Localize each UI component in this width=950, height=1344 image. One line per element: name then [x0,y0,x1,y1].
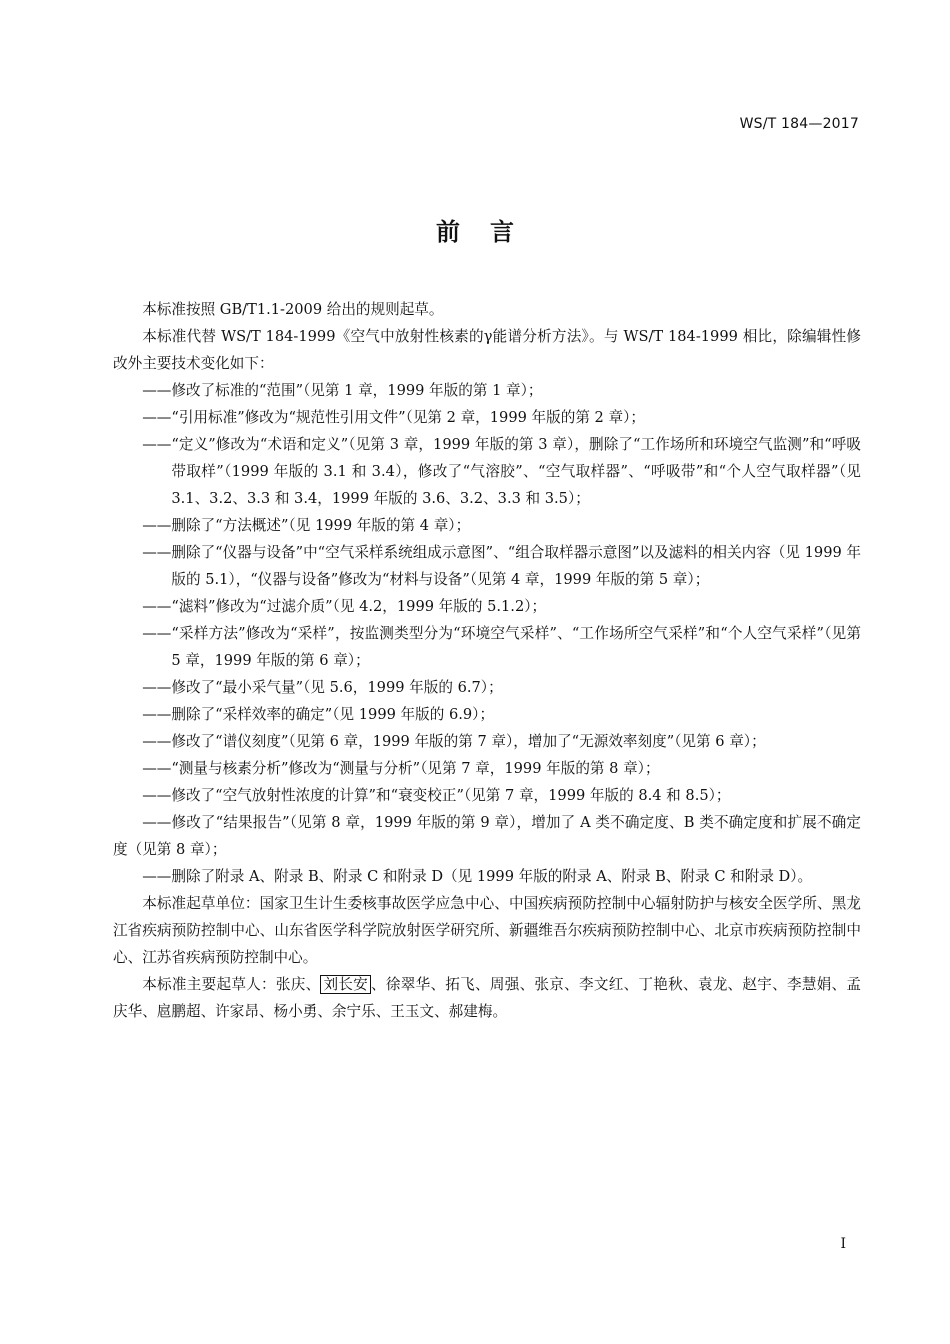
change-item-text: 删除了“方法概述”（见 1999 年版的第 4 章）； [171,517,471,534]
change-item [113,782,861,809]
change-item [113,593,861,620]
intro-paragraph: 本标准按照 GB/T1.1-2009 给出的规则起草。 [142,301,444,318]
change-item [113,863,861,890]
change-item [113,539,861,593]
page-number: I [840,1236,846,1252]
drafters-rest: 、徐翠华、拓飞、周强、张京、李文红、丁艳秋、袁龙、赵宇、李慧娟、孟庆华、扈鹏超、许家昂、杨小勇、余宁乐、王玉文、郝建梅。 [113,976,861,1020]
change-item-text: “引用标准”修改为“规范性引用文件”（见第 2 章，1999 年版的第 2 章）； [171,409,645,426]
item-dash: —— [142,733,172,750]
item-dash: —— [142,517,172,534]
change-item [113,404,861,431]
intro-paragraph: 本标准代替 WS/T 184-1999《空气中放射性核素的γ能谱分析方法》。与 WS/T 184-1999 相比，除编辑性修改外主要技术变化如下： [113,328,861,372]
change-item-text: “采样方法”修改为“采样”，按监测类型分为“环境空气采样”、“工作场所空气采样”和“个人空气采样”（见第 5 章，1999 年版的第 6 章）； [171,625,861,669]
change-item-text: 修改了“最小采气量”（见 5.6，1999 年版的 6.7）； [171,679,503,696]
item-dash: —— [142,868,172,885]
foreword-body [113,296,861,1025]
item-dash: —— [142,814,172,831]
page-title: 前言 [436,218,544,246]
change-item-text: 修改了“空气放射性浓度的计算”和“衰变校正”（见第 7 章，1999 年版的 8.4 和 8.5）； [171,787,731,804]
standard-code: WS/T 184—2017 [739,116,859,132]
change-item [113,674,861,701]
change-item-text: 删除了“采样效率的确定”（见 1999 年版的 6.9）； [171,706,495,723]
change-item [113,620,861,674]
change-item-text: “滤料”修改为“过滤介质”（见 4.2，1999 年版的 5.1.2）； [171,598,547,615]
item-dash: —— [142,544,172,561]
drafting-units-paragraph: 本标准起草单位：国家卫生计生委核事故医学应急中心、中国疾病预防控制中心辐射防护与核安全医学所、黑龙江省疾病预防控制中心、山东省医学科学院放射医学研究所、新疆维吾尔疾病预防控制中心、北京市疾病预防控制中心、江苏省疾病预防控制中心。 [113,895,861,966]
change-item-text: 修改了“谱仪刻度”（见第 6 章，1999 年版的第 7 章），增加了“无源效率刻度”（见第 6 章）； [171,733,766,750]
change-item [113,431,861,512]
change-item-text: “定义”修改为“术语和定义”（见第 3 章，1999 年版的第 3 章），删除了“工作场所和环境空气监测”和“呼吸带取样”（1999 年版的 3.1 和 3.4），修改了“气溶胶”、“空气取样器”、“呼吸带”和“个人空气取样器”（见 3.1、3.2、3.3 和 3.4，1999 年版的 3.6、3.2、3.3 和 3.5）； [171,436,861,507]
change-item [113,512,861,539]
item-dash: —— [142,382,172,399]
change-item [113,728,861,755]
change-item [113,809,861,863]
item-dash: —— [142,598,172,615]
drafters-paragraph [113,971,861,1025]
item-dash: —— [142,706,172,723]
change-item-text: 删除了“仪器与设备”中“空气采样系统组成示意图”、“组合取样器示意图”以及滤料的相关内容（见 1999 年版的 5.1），“仪器与设备”修改为“材料与设备”（见第 4 章，1999 年版的第 5 章）； [171,544,861,588]
change-item [113,377,861,404]
item-dash: —— [142,436,172,453]
change-item [113,755,861,782]
change-item-text: “测量与核素分析”修改为“测量与分析”（见第 7 章，1999 年版的第 8 章）； [171,760,660,777]
item-dash: —— [142,409,172,426]
highlighted-name: 刘长安 [320,975,371,994]
item-dash: —— [142,787,172,804]
drafters-prefix: 本标准主要起草人：张庆、 [142,976,321,993]
change-item-text: 删除了附录 A、附录 B、附录 C 和附录 D（见 1999 年版的附录 A、附录 B、附录 C 和附录 D）。 [171,868,813,885]
item-dash: —— [142,625,172,642]
item-dash: —— [142,760,172,777]
change-item-text: 修改了“结果报告”（见第 8 章，1999 年版的第 9 章），增加了 A 类不确定度、B 类不确定度和扩展不确定度（见第 8 章）； [113,814,861,858]
change-item-text: 修改了标准的“范围”（见第 1 章，1999 年版的第 1 章）； [171,382,543,399]
change-item [113,701,861,728]
item-dash: —— [142,679,172,696]
